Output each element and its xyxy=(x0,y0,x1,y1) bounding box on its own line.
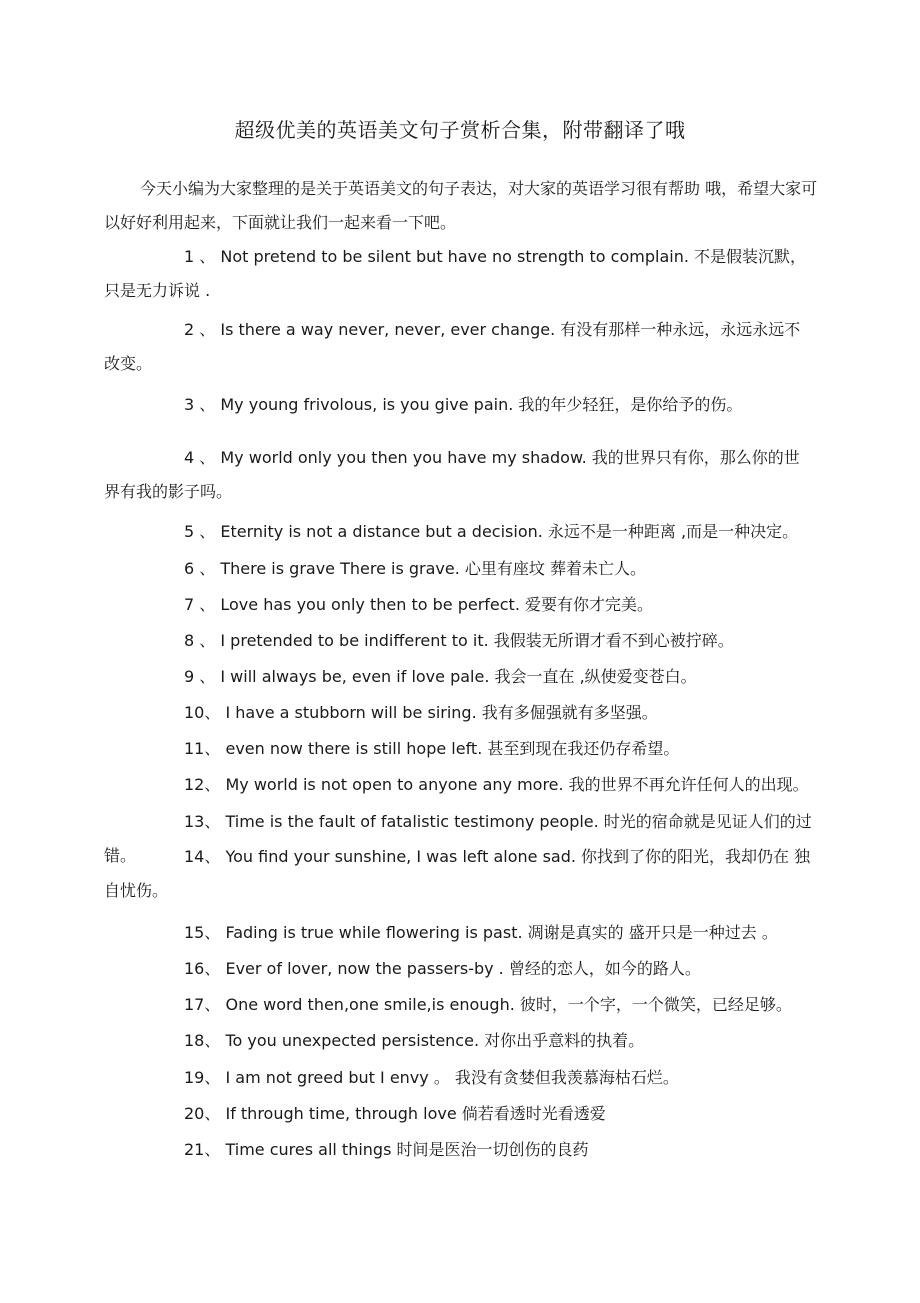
list-item xyxy=(104,441,820,509)
item-text: Time cures all things 时间是医治一切创伤的良药 xyxy=(225,1140,589,1159)
list-item xyxy=(104,768,820,802)
list-item xyxy=(104,952,820,986)
item-number: 20、 xyxy=(184,1104,221,1123)
list-item xyxy=(104,1097,820,1131)
item-text: You find your sunshine, I was left alone sad. 你找到了你的阳光，我却仍在 独自忧伤。 xyxy=(104,847,811,900)
item-text: Eternity is not a distance but a decision. 永远不是一种距离 ,而是一种决定。 xyxy=(220,522,799,541)
item-text: Is there a way never, never, ever change. 有没有那样一种永远，永远永远不 改变。 xyxy=(104,320,801,373)
item-number: 19、 xyxy=(184,1068,221,1087)
item-number: 14、 xyxy=(184,847,221,866)
item-text: One word then,one smile,is enough. 彼时，一个字，一个微笑，已经足够。 xyxy=(225,995,792,1014)
list-item xyxy=(104,624,820,658)
item-number: 4 、 xyxy=(184,448,216,467)
list-item xyxy=(104,660,820,694)
item-text: Not pretend to be silent but have no strength to complain. 不是假装沉默，只是无力诉说 . xyxy=(104,247,807,300)
item-number: 9 、 xyxy=(184,667,216,686)
item-number: 5 、 xyxy=(184,522,216,541)
list-item xyxy=(104,240,820,308)
list-item xyxy=(104,1024,820,1058)
item-text: Fading is true while flowering is past. 凋谢是真实的 盛开只是一种过去 。 xyxy=(225,923,778,942)
item-text: If through time, through love 倘若看透时光看透爱 xyxy=(225,1104,606,1123)
page-title: 超级优美的英语美文句子赏析合集，附带翻译了哦 xyxy=(234,118,686,142)
list-item xyxy=(104,1061,820,1095)
item-text: My world only you then you have my shadow. 我的世界只有你，那么你的世 界有我的影子吗。 xyxy=(104,448,800,501)
item-number: 15、 xyxy=(184,923,221,942)
list-item xyxy=(104,552,820,586)
list-item xyxy=(104,515,820,549)
item-text: There is grave There is grave. 心里有座坟 葬着未亡人。 xyxy=(220,559,646,578)
list-item xyxy=(104,588,820,622)
list-item xyxy=(104,388,820,422)
item-text: I have a stubborn will be siring. 我有多倔强就有多坚强。 xyxy=(225,703,658,722)
item-text: Love has you only then to be perfect. 爱要有你才完美。 xyxy=(220,595,653,614)
item-text: To you unexpected persistence. 对你出乎意料的执着。 xyxy=(225,1031,645,1050)
item-number: 6 、 xyxy=(184,559,216,578)
item-number: 16、 xyxy=(184,959,221,978)
item-number: 21、 xyxy=(184,1140,221,1159)
item-number: 11、 xyxy=(184,739,221,758)
item-number: 10、 xyxy=(184,703,221,722)
item-number: 12、 xyxy=(184,775,221,794)
item-number: 18、 xyxy=(184,1031,221,1050)
item-text: I will always be, even if love pale. 我会一直在 ,纵使爱变苍白。 xyxy=(220,667,697,686)
list-item xyxy=(104,840,820,908)
item-number: 8 、 xyxy=(184,631,216,650)
item-text: even now there is still hope left. 甚至到现在我还仍存希望。 xyxy=(225,739,680,758)
item-number: 1 、 xyxy=(184,247,216,266)
intro-paragraph: 今天小编为大家整理的是关于英语美文的句子表达，对大家的英语学习很有帮助 哦，希望大家可以好好利用起来，下面就让我们一起来看一下吧。 xyxy=(104,179,818,232)
list-item xyxy=(104,732,820,766)
item-text: My young frivolous, is you give pain. 我的年少轻狂，是你给予的伤。 xyxy=(220,395,743,414)
item-text: I pretended to be indifferent to it. 我假装无所谓才看不到心被拧碎。 xyxy=(220,631,734,650)
item-number: 3 、 xyxy=(184,395,216,414)
list-item xyxy=(104,988,820,1022)
item-number: 2 、 xyxy=(184,320,216,339)
item-number: 7 、 xyxy=(184,595,216,614)
item-text: My world is not open to anyone any more. 我的世界不再允许任何人的出现。 xyxy=(225,775,809,794)
item-number: 17、 xyxy=(184,995,221,1014)
list-item xyxy=(104,696,820,730)
list-item xyxy=(104,313,820,381)
item-text: I am not greed but I envy 。 我没有贪婪但我羡慕海枯石烂。 xyxy=(225,1068,679,1087)
item-text: Ever of lover, now the passers-by . 曾经的恋人，如今的路人。 xyxy=(225,959,701,978)
item-number: 13、 xyxy=(184,812,221,831)
list-item xyxy=(104,916,820,950)
list-item xyxy=(104,1133,820,1167)
item-text: Time is the fault of fatalistic testimony people. 时光的宿命就是见证人们的过 错。 xyxy=(104,812,812,865)
